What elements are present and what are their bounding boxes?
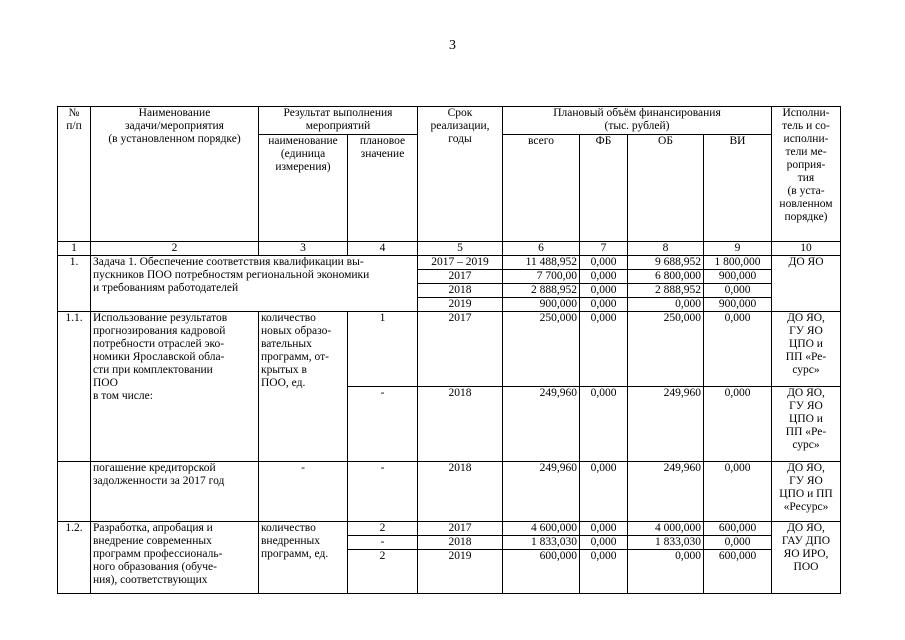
task1-total: 11 488,952 — [503, 256, 580, 270]
item12-num: 1.2. — [58, 522, 91, 594]
col-number: 9 — [704, 242, 772, 256]
item12-fb: 0,000 — [580, 522, 628, 536]
debt-vi: 0,000 — [704, 462, 772, 522]
task1-year: 2019 — [418, 298, 503, 312]
header-result-name: наименование (единица измерения) — [259, 135, 348, 242]
item12-fb: 0,000 — [580, 550, 628, 594]
item11-ob: 250,000 — [628, 312, 704, 387]
col-number: 7 — [580, 242, 628, 256]
task1-year: 2017 — [418, 270, 503, 284]
item11-fb: 0,000 — [580, 387, 628, 462]
task1-vi: 900,000 — [704, 298, 772, 312]
debt-total: 249,960 — [503, 462, 580, 522]
task1-vi: 900,000 — [704, 270, 772, 284]
debt-name: погашение кредиторской задолженности за 2017 год — [91, 462, 259, 522]
item11-plan: - — [348, 387, 418, 462]
task1-fb: 0,000 — [580, 298, 628, 312]
item11-name: Использование результатов прогнозирования кадровой потребности отраслей эко- номики Ярославской обла- сти при комплектовании ПОО в том числе: — [91, 312, 259, 462]
item12-total: 600,000 — [503, 550, 580, 594]
item12-result-name: количество внедренных программ, ед. — [259, 522, 348, 594]
item11-num: 1.1. — [58, 312, 91, 462]
col-number: 6 — [503, 242, 580, 256]
task1-vi: 0,000 — [704, 284, 772, 298]
item12-name: Разработка, апробация и внедрение современных программ профессиональ- ного образования (обуче- ния), соответствующих — [91, 522, 259, 594]
item11-executor: ДО ЯО, ГУ ЯО ЦПО и ПП «Ре- сурс» — [772, 387, 841, 462]
item12-ob: 4 000,000 — [628, 522, 704, 536]
item11-fb: 0,000 — [580, 312, 628, 387]
item11-total: 250,000 — [503, 312, 580, 387]
item12-total: 1 833,030 — [503, 536, 580, 550]
item12-year: 2017 — [418, 522, 503, 536]
task1-ob: 6 800,000 — [628, 270, 704, 284]
col-number: 8 — [628, 242, 704, 256]
task1-fb: 0,000 — [580, 284, 628, 298]
item12-plan: 2 — [348, 550, 418, 594]
header-fb: ФБ — [580, 135, 628, 242]
item11-result-name: количество новых образо- вательных программ, от- крытых в ПОО, ед. — [259, 312, 348, 462]
header-ob: ОБ — [628, 135, 704, 242]
task1-executor: ДО ЯО — [772, 256, 841, 312]
plan-table — [57, 106, 841, 594]
item11-vi: 0,000 — [704, 312, 772, 387]
item12-vi: 600,000 — [704, 550, 772, 594]
header-total: всего — [503, 135, 580, 242]
task1-ob: 0,000 — [628, 298, 704, 312]
item12-year: 2019 — [418, 550, 503, 594]
header-executor: Исполни- тель и со- исполни- тели ме- роприя- тия (в уста- новленном порядке) — [772, 107, 841, 242]
debt-result-name: - — [259, 462, 348, 522]
task1-ob: 2 888,952 — [628, 284, 704, 298]
item12-ob: 0,000 — [628, 550, 704, 594]
col-number: 1 — [58, 242, 91, 256]
item12-executor: ДО ЯО, ГАУ ДПО ЯО ИРО, ПОО — [772, 522, 841, 594]
col-number: 3 — [259, 242, 348, 256]
task1-name: Задача 1. Обеспечение соответствия квалификации вы- пускников ПОО потребностям региональной экономики и требованиям работодателей — [91, 256, 418, 312]
item11-year: 2017 — [418, 312, 503, 387]
item11-total: 249,960 — [503, 387, 580, 462]
col-number: 4 — [348, 242, 418, 256]
task1-num: 1. — [58, 256, 91, 312]
debt-num — [58, 462, 91, 522]
task1-ob: 9 688,952 — [628, 256, 704, 270]
item12-plan: 2 — [348, 522, 418, 536]
task1-year: 2017 – 2019 — [418, 256, 503, 270]
debt-year: 2018 — [418, 462, 503, 522]
header-term: Срок реализации, годы — [418, 107, 503, 242]
col-number: 5 — [418, 242, 503, 256]
task1-fb: 0,000 — [580, 256, 628, 270]
header-funding: Плановый объём финансирования (тыс. рублей) — [503, 107, 772, 135]
header-name: Наименование задачи/мероприятия (в установленном порядке) — [91, 107, 259, 242]
header-result: Результат выполнения мероприятий — [259, 107, 418, 135]
item12-ob: 1 833,030 — [628, 536, 704, 550]
col-number: 2 — [91, 242, 259, 256]
item11-plan: 1 — [348, 312, 418, 387]
item12-vi: 600,000 — [704, 522, 772, 536]
item11-vi: 0,000 — [704, 387, 772, 462]
header-num: № п/п — [58, 107, 91, 242]
item12-fb: 0,000 — [580, 536, 628, 550]
debt-executor: ДО ЯО, ГУ ЯО ЦПО и ПП «Ресурс» — [772, 462, 841, 522]
task1-vi: 1 800,000 — [704, 256, 772, 270]
debt-ob: 249,960 — [628, 462, 704, 522]
col-number: 10 — [772, 242, 841, 256]
debt-plan: - — [348, 462, 418, 522]
item12-year: 2018 — [418, 536, 503, 550]
item12-total: 4 600,000 — [503, 522, 580, 536]
task1-total: 2 888,952 — [503, 284, 580, 298]
item12-vi: 0,000 — [704, 536, 772, 550]
task1-total: 7 700,00 — [503, 270, 580, 284]
item12-plan: - — [348, 536, 418, 550]
item11-ob: 249,960 — [628, 387, 704, 462]
item11-year: 2018 — [418, 387, 503, 462]
page-number: 3 — [449, 38, 456, 53]
task1-fb: 0,000 — [580, 270, 628, 284]
header-vi: ВИ — [704, 135, 772, 242]
task1-year: 2018 — [418, 284, 503, 298]
task1-total: 900,000 — [503, 298, 580, 312]
header-result-plan: плановое значение — [348, 135, 418, 242]
debt-fb: 0,000 — [580, 462, 628, 522]
item11-executor: ДО ЯО, ГУ ЯО ЦПО и ПП «Ре- сурс» — [772, 312, 841, 387]
